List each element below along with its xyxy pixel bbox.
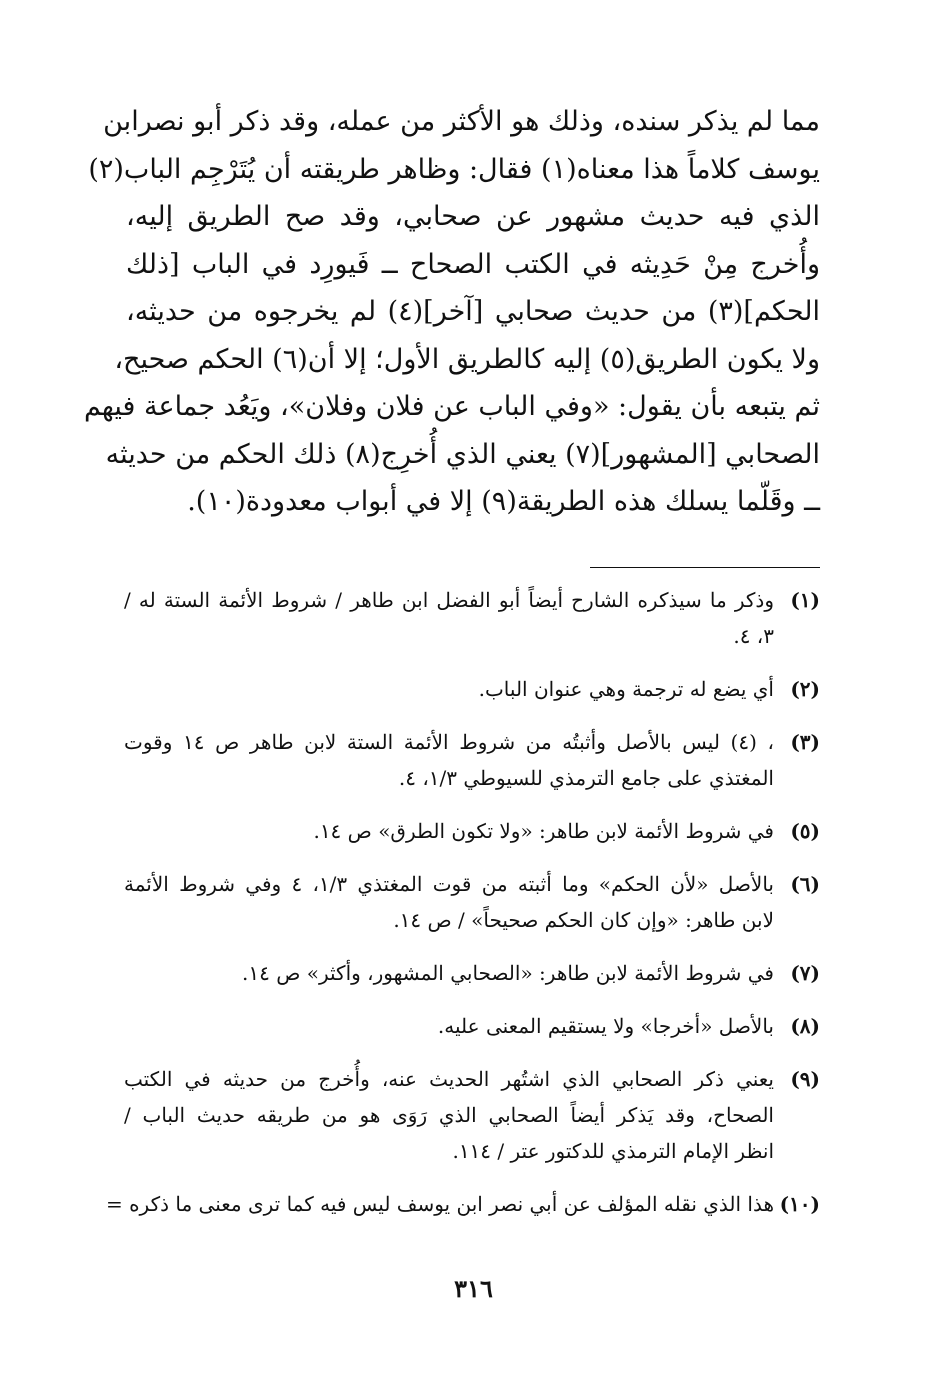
footnote-9	[124, 1061, 820, 1169]
footnote-7	[124, 955, 820, 991]
main-text-line: ولا يكون الطريق(٥) إليه كالطريق الأول؛ إلا أن(٦) الحكم صحيح،	[114, 343, 820, 375]
footnote-number: (٥)	[790, 819, 820, 843]
page-number: ٣١٦	[454, 1274, 493, 1303]
footnote-text	[124, 955, 774, 991]
main-text-line: الصحابي [المشهور](٧) يعني الذي أُخرِج(٨) ذلك الحكم من حديثه	[105, 438, 820, 470]
footnote-separator	[590, 567, 820, 568]
footnote-text	[124, 582, 774, 654]
main-text-line: مما لم يذكر سنده، وذلك هو الأكثر من عمله، وقد ذكر أبو نصرابن	[103, 106, 820, 137]
footnote-number: (١)	[790, 588, 820, 612]
footnote-number: (٨)	[790, 1014, 820, 1038]
footnote-text	[124, 813, 774, 849]
footnote-line: يعني ذكر الصحابي الذي اشتُهر الحديث عنه، وأُخرج من حديثه في الكتب	[124, 1067, 774, 1091]
footnote-line: ٣، ٤.	[733, 624, 774, 648]
main-text-line: وأُخرج مِنْ حَدِيثه في الكتب الصحاح ــ فَيورِد في الباب [ذلك	[126, 248, 820, 280]
main-text-body	[83, 98, 820, 526]
footnote-text	[124, 724, 774, 796]
footnote-text	[105, 1186, 774, 1222]
main-text-line: ثم يتبعه بأن يقول: «وفي الباب عن فلان وفلان»، ويَعُد جماعة فيهم	[83, 391, 820, 422]
footnote-number: (٣)	[790, 730, 820, 754]
footnotes-section	[105, 582, 820, 1239]
footnote-5	[124, 813, 820, 849]
footnote-line: الصحاح، وقد يَذكر أيضاً الصحابي الذي رَوَى هو من طريقه حديث الباب /	[124, 1103, 774, 1127]
main-text-line: الحكم](٣) من حديث صحابي [آخر](٤) لم يخرجوه من حديثه،	[126, 296, 820, 327]
footnote-text	[124, 866, 774, 938]
footnote-text	[124, 671, 774, 707]
footnote-8	[124, 1008, 820, 1044]
footnote-line: في شروط الأئمة لابن طاهر: «الصحابي المشهور، وأكثر» ص ١٤.	[242, 961, 774, 985]
footnote-number: (٦)	[790, 872, 820, 896]
footnote-2	[124, 671, 820, 707]
main-text-line: يوسف كلاماً هذا معناه(١) فقال: وظاهر طريقته أن يُتَرْجِم الباب(٢)	[88, 153, 820, 185]
footnote-number: (٩)	[790, 1067, 820, 1091]
footnote-line: لابن طاهر: «وإن كان الحكم صحيحاً» / ص ١٤.	[393, 908, 774, 932]
footnote-line: انظر الإمام الترمذي للدكتور عتر / ١١٤.	[452, 1139, 774, 1163]
footnote-line: ، (٤) ليس بالأصل وأثبتُه من شروط الأئمة الستة لابن طاهر ص ١٤ وقوت	[124, 730, 774, 754]
footnote-line: أي يضع له ترجمة وهي عنوان الباب.	[478, 677, 774, 701]
footnote-line: وذكر ما سيذكره الشارح أيضاً أبو الفضل ابن طاهر / شروط الأئمة الستة له /	[124, 588, 774, 612]
footnote-6	[124, 866, 820, 938]
footnote-number: (٧)	[790, 961, 820, 985]
footnote-line: هذا الذي نقله المؤلف عن أبي نصر ابن يوسف ليس فيه كما ترى معنى ما ذكره =	[105, 1192, 774, 1216]
main-text-line: ــ وقَلّما يسلك هذه الطريقة(٩) إلا في أبواب معدودة(١٠).	[187, 486, 820, 517]
footnote-line: في شروط الأئمة لابن طاهر: «ولا تكون الطرق» ص ١٤.	[313, 819, 774, 843]
footnote-number: (١٠)	[779, 1192, 820, 1216]
footnote-number: (٢)	[790, 677, 820, 701]
footnote-text	[124, 1008, 774, 1044]
footnote-3	[124, 724, 820, 796]
footnote-line: بالأصل «أخرجا» ولا يستقيم المعنى عليه.	[437, 1014, 774, 1038]
footnote-1	[124, 582, 820, 654]
main-text-line: الذي فيه حديث مشهور عن صحابي، وقد صح الطريق إليه،	[126, 201, 820, 232]
footnote-line: المغتذي على جامع الترمذي للسيوطي ١/٣، ٤.	[398, 766, 774, 790]
footnote-line: بالأصل «لأن الحكم» وما أثبته من قوت المغتذي ١/٣، ٤ وفي شروط الأئمة	[124, 872, 774, 896]
footnote-text	[124, 1061, 774, 1169]
footnote-10	[105, 1186, 820, 1222]
